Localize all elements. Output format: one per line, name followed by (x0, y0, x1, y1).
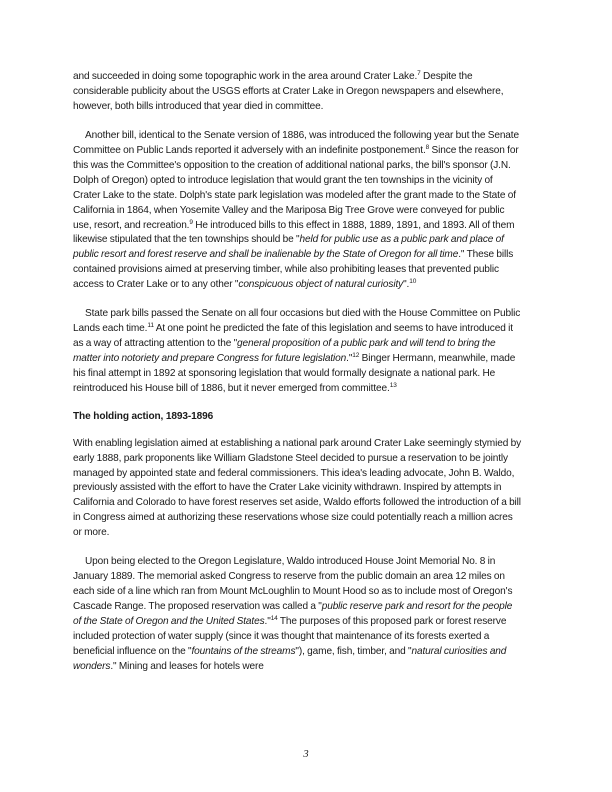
text-run: At one point he predicted the fate of this legislation and seems to have introduced it as a way of attracting attention to the " (73, 323, 513, 350)
quoted-italic-text: public reserve park and resort for the people of the State of Oregon and the United States (73, 601, 513, 628)
text-run: ." (346, 353, 353, 365)
footnote-marker: 8 (425, 144, 430, 152)
text-run: ." These bills contained provisions aimed at preserving timber, while also prohibiting leases that prevented public access to Crater Lake or to any other " (73, 249, 514, 291)
text-run: Binger Hermann, meanwhile, made his final attempt in 1892 at sponsoring legislation that would formally designate a national park. He reintroduced his House bill of 1886, but it never emerged from committee. (73, 353, 516, 394)
text-run: State park bills passed the Senate on all four occasions but died with the House Committee on Public Lands each time. (73, 308, 521, 335)
text-run: Upon being elected to the Oregon Legislature, Waldo introduced House Joint Memorial No. 8 in January 1889. The memorial asked Congress to reserve from the public domain an area 12 miles on each side of a line which ran from Mount McLoughlin to Mount Hood so as to include most of Oregon's Cascade Range. The proposed reservation was called a " (73, 556, 513, 613)
text-run: ". (403, 279, 410, 291)
paragraph-p3 (73, 307, 522, 396)
text-run: With enabling legislation aimed at establishing a national park around Crater Lake seemingly stymied by early 1888, park proponents like William Gladstone Steel decided to pursue a reservation to be jointly managed by appointed state and federal commissioners. This idea's leading advocate, John B. Waldo, previously assisted with the effort to have the Crater Lake vicinity withdrawn. Inspired by attempts in California and Colorado to have forest reserves set aside, Waldo efforts followed the introduction of a bill in Congress aimed at authorizing these reservations whose size could potentially reach a million acres or more. (73, 437, 522, 539)
text-run: He introduced bills to this effect in 1888, 1889, 1891, and 1893. All of them likewise stipulated that the ten townships should be " (73, 219, 515, 246)
footnote-marker: 11 (147, 322, 154, 330)
text-run: Despite the considerable publicity about the USGS efforts at Crater Lake in Oregon newspapers and elsewhere, however, both bills introduced that year died in committee. (73, 71, 504, 112)
footnote-marker: 10 (409, 278, 417, 286)
text-run: The purposes of this proposed park or forest reserve included protection of water supply (since it was thought that maintenance of its forests exerted a beneficial influence on the " (73, 616, 507, 657)
footnote-marker: 13 (389, 382, 397, 389)
footnote-marker: 14 (270, 615, 278, 623)
paragraph-p4 (73, 437, 522, 541)
quoted-italic-text: held for public use as a public park and place of public resort and forest reserve and shall be inalienable by the State of Oregon for all time (73, 234, 504, 261)
text-run: Another bill, identical to the Senate version of 1886, was introduced the following year but the Senate Committee on Public Lands reported it adversely with an indefinite postponement. (73, 130, 519, 157)
body-text-after-heading (73, 437, 522, 675)
paragraph-p1 (73, 70, 522, 115)
page-number: 3 (303, 749, 309, 760)
body-text-before-heading (73, 70, 522, 397)
quoted-italic-text: general proposition of a public park and will tend to bring the matter into notoriety and prepare Congress for future legislation (73, 338, 496, 365)
quoted-italic-text: natural curiosities and wonders (73, 645, 507, 672)
quoted-italic-text: fountains of the streams (191, 645, 296, 657)
text-run: Since the reason for this was the Committee's opposition to the creation of additional national parks, the bill's sponsor (J.N. Dolph of Oregon) opted to introduce legislation that would grant the ten townships in the vicinity of Crater Lake to the state. Dolph's state park legislation was modeled after the grant made to the State of California in 1864, when Yosemite Valley and the Mariposa Big Tree Grove were conveyed for public use, resort, and recreation. (73, 145, 519, 231)
text-run: ." (264, 616, 271, 628)
paragraph-p5 (73, 555, 522, 674)
footnote-marker: 12 (352, 352, 360, 360)
paragraph-p2 (73, 129, 522, 293)
section-heading: The holding action, 1893-1896 (73, 411, 214, 423)
footnote-marker: 7 (417, 70, 421, 77)
quoted-italic-text: conspicuous object of natural curiosity (238, 279, 404, 291)
text-run: "), game, fish, timber, and " (295, 645, 412, 657)
text-run: ." Mining and leases for hotels were (110, 660, 264, 672)
footnote-marker: 9 (189, 218, 193, 226)
text-run: and succeeded in doing some topographic work in the area around Crater Lake. (73, 71, 418, 82)
